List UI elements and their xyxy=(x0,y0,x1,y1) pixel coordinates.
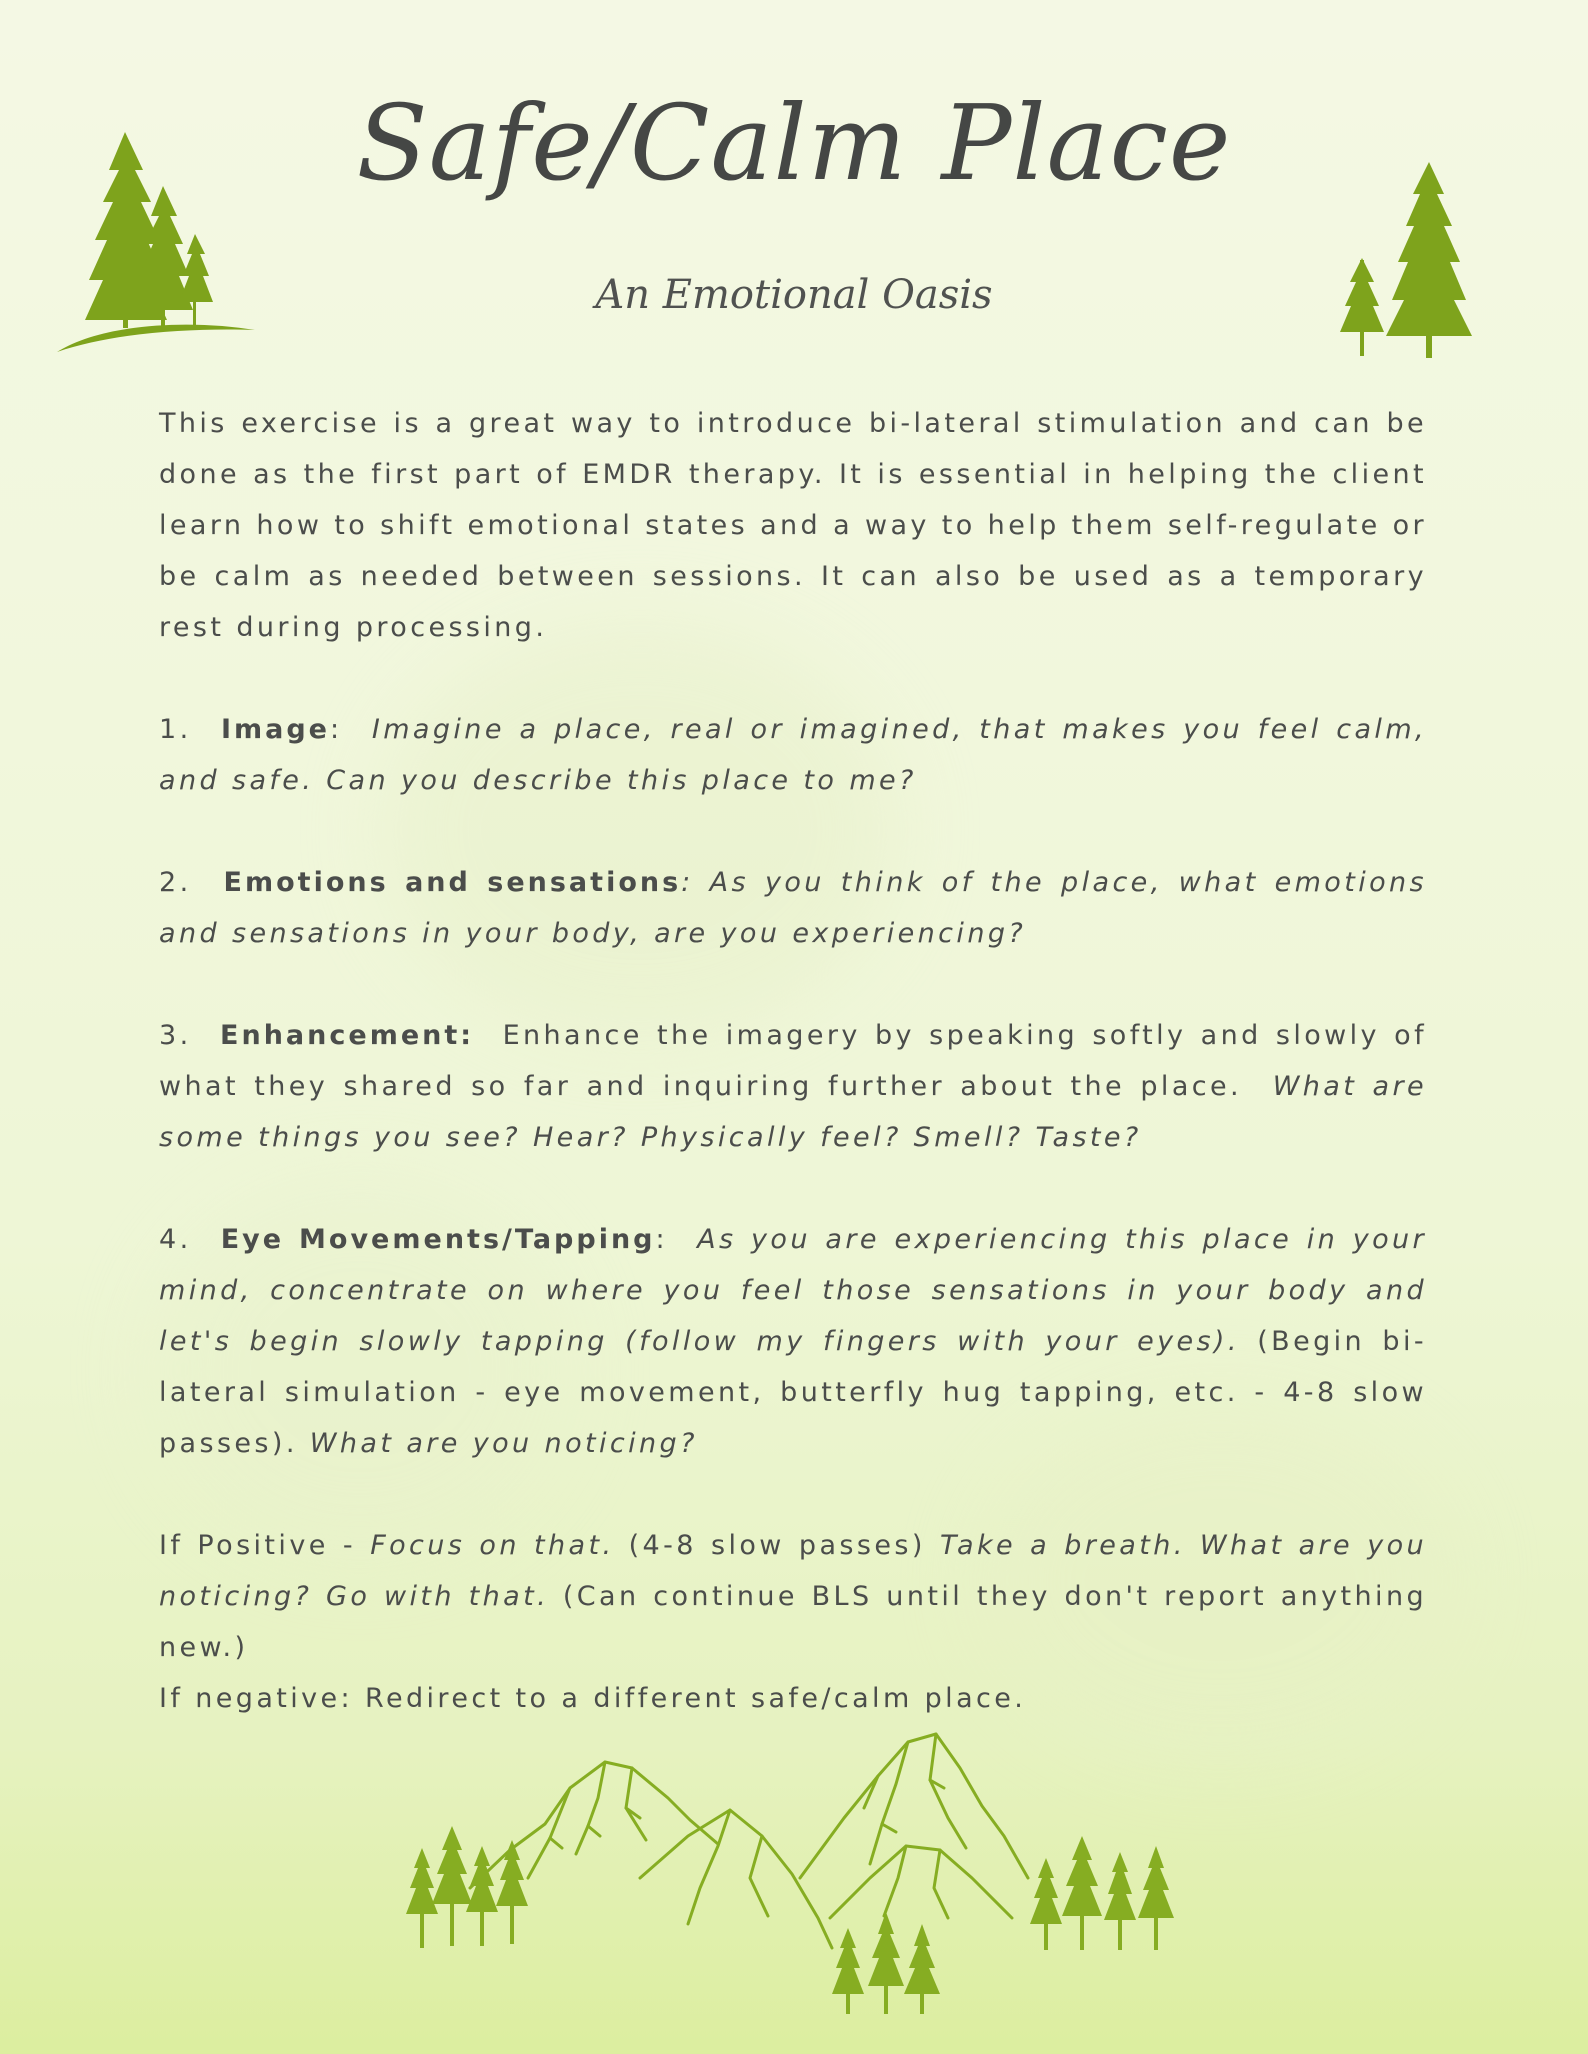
positive-prompt-1: Focus on that. xyxy=(370,1530,615,1561)
step-4 xyxy=(159,1214,1427,1469)
step-2 xyxy=(159,857,1427,959)
step-instruction: (Begin bi-lateral simulation - eye movement, butterfly hug tapping, etc. - 4-8 slow passes). xyxy=(159,1326,1428,1459)
step-prompt: Imagine a place, real or imagined, that makes you feel calm, and safe. Can you describe this place to me? xyxy=(159,714,1428,796)
page-title: Safe/Calm Place xyxy=(356,82,1232,204)
positive-note-1: (4-8 slow passes) xyxy=(628,1530,926,1561)
step-separator: : xyxy=(681,867,694,898)
page-subtitle: An Emotional Oasis xyxy=(595,272,993,318)
positive-note-2: (Can continue BLS until they don't report anything new.) xyxy=(159,1581,1427,1663)
step-prompt: What are some things you see? Hear? Physically feel? Smell? Taste? xyxy=(159,1071,1428,1153)
negative-outcome: If negative: Redirect to a different safe/calm place. xyxy=(159,1683,1027,1714)
step-prompt: As you are experiencing this place in your mind, concentrate on where you feel those sensations in your body and let's begin slowly tapping (follow my fingers with your eyes). xyxy=(159,1224,1428,1357)
step-separator: : xyxy=(655,1224,668,1255)
step-number: 2. xyxy=(159,867,192,898)
step-instruction: Enhance the imagery by speaking softly and slowly of what they shared so far and inquiring further about the place. xyxy=(159,1020,1427,1102)
step-heading: Emotions and sensations xyxy=(223,867,682,898)
step-1 xyxy=(159,704,1427,806)
step-heading: Enhancement: xyxy=(220,1020,475,1051)
step-number: 3. xyxy=(159,1020,192,1051)
positive-label: If Positive - xyxy=(159,1530,357,1561)
step-3 xyxy=(159,1010,1427,1163)
step-heading: Eye Movements/Tapping xyxy=(220,1224,656,1255)
step-prompt: As you think of the place, what emotions and sensations in your body, are you experiencing? xyxy=(159,867,1428,949)
step-number: 4. xyxy=(159,1224,192,1255)
step-heading: Image xyxy=(220,714,330,745)
step-separator: : xyxy=(329,714,343,745)
step-question: What are you noticing? xyxy=(309,1428,698,1459)
step-number: 1. xyxy=(159,714,192,745)
intro-paragraph: This exercise is a great way to introduce bi-lateral stimulation and can be done as the first part of EMDR therapy. It is essential in helping the client learn how to shift emotional states and a way to help them self-regulate or be calm as needed between sessions. It can also be used as a temporary rest during processing. xyxy=(159,408,1427,643)
positive-prompt-2: Take a breath. What are you noticing? Go with that. xyxy=(159,1530,1428,1612)
positive-outcome xyxy=(159,1520,1427,1673)
mountains-illustration xyxy=(400,1728,1200,2018)
document-body xyxy=(159,398,1427,1724)
